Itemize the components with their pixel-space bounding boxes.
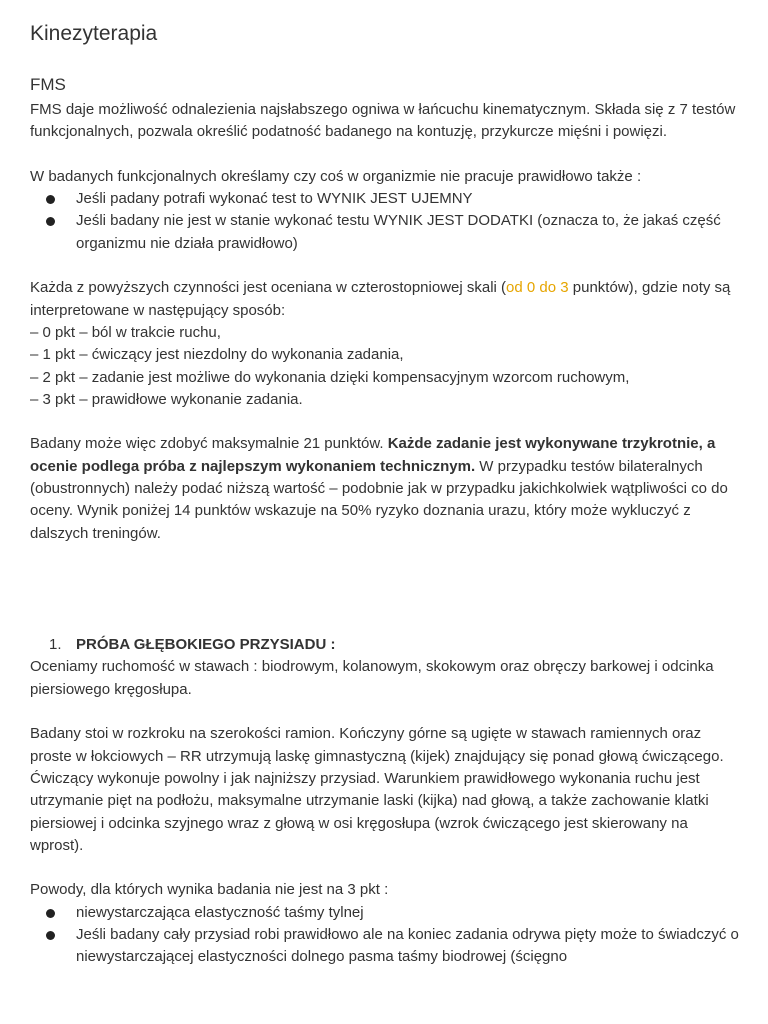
bullet-item: Jeśli badany cały przysiad robi prawidłowo ale na koniec zadania odrywa pięty może to świadczyć o niewystarczającej elastyczności dolnego pasma taśmy biodrowej (ścięgno xyxy=(30,924,742,969)
score-line: – 0 pkt – ból w trakcie ruchu, xyxy=(30,323,221,341)
paragraph-reasons: Powody, dla których wynika badania nie jest na 3 pkt : xyxy=(30,881,389,899)
document-body xyxy=(30,99,742,969)
section-heading-fms: FMS xyxy=(30,75,66,94)
scale-text-post: punktów), gdzie noty są interpretowane w następujący sposób: xyxy=(30,279,731,319)
document-title: Kinezyterapia xyxy=(30,22,158,45)
scale-range-highlight: od 0 do 3 xyxy=(506,279,569,297)
bullet-list-results xyxy=(30,188,742,255)
paragraph-squat-description: Badany stoi w rozkroku na szerokości ramion. Kończyny górne są ugięte w stawach ramiennych oraz proste w łokciowych – RR utrzymują laskę gimnastyczną (kijek) znajdujący się ponad głową ćwiczącego. Ćwiczący wykonuje powolny i jak najniższy przysiad. Warunkiem prawidłowego wykonania ruchu jest utrzymanie pięt na podłożu, maksymalne utrzymanie laski (kijka) nad głową, a także zachowanie klatki piersiowej i odcinka szyjnego wraz z głową w osi kręgosłupa (wzrok ćwiczącego jest skierowany na wprost). xyxy=(30,725,724,854)
paragraph-scale xyxy=(30,277,742,322)
score-line: – 2 pkt – zadanie jest możliwe do wykonania dzięki kompensacyjnym wzorcom ruchowym, xyxy=(30,368,630,386)
max-points-post: W przypadku testów bilateralnych (obustronnych) należy podać niższą wartość – podobnie jak w przypadku jakichkolwiek wątpliwości co do oceny. Wynik poniżej 14 punktów wskazuje na 50% ryzyko doznania urazu, który może wykluczyć z dalszych treningów. xyxy=(30,457,728,542)
bullet-list-reasons xyxy=(30,902,742,969)
score-line: – 3 pkt – prawidłowe wykonanie zadania. xyxy=(30,390,303,408)
max-points-pre: Badany może więc zdobyć maksymalnie 21 punktów. xyxy=(30,435,388,453)
paragraph-mobility: Oceniamy ruchomość w stawach : biodrowym, kolanowym, skokowym oraz obręczy barkowej i odcinka piersiowego kręgosłupa. xyxy=(30,658,714,698)
max-points-bold: Każde zadanie jest wykonywane trzykrotnie, a ocenie podlega próba z najlepszym wykonaniem technicznym. xyxy=(30,435,716,475)
scale-text-pre: Każda z powyższych czynności jest oceniana w czterostopniowej skali ( xyxy=(30,279,507,297)
bullet-item: Jeśli badany nie jest w stanie wykonać testu WYNIK JEST DODATKI (oznacza to, że jakaś część organizmu nie działa prawidłowo) xyxy=(30,210,742,255)
paragraph-fms-intro: FMS daje możliwość odnalezienia najsłabszego ogniwa w łańcuchu kinematycznym. Składa się z 7 testów funkcjonalnych, pozwala określić podatność badanego na kontuzję, przykurcze mięśni i powięzi. xyxy=(30,101,736,141)
list-number: 1. xyxy=(49,636,62,654)
paragraph-max-points xyxy=(30,433,742,544)
bullet-item: niewystarczająca elastyczność taśmy tylnej xyxy=(30,902,742,924)
bullet-item: Jeśli padany potrafi wykonać test to WYNIK JEST UJEMNY xyxy=(30,188,742,210)
numbered-heading-deep-squat xyxy=(30,634,742,656)
deep-squat-title: PRÓBA GŁĘBOKIEGO PRZYSIADU : xyxy=(76,636,336,654)
score-line: – 1 pkt – ćwiczący jest niezdolny do wykonania zadania, xyxy=(30,346,404,364)
paragraph-functional-tests: W badanych funkcjonalnych określamy czy coś w organizmie nie pracuje prawidłowo także : xyxy=(30,167,642,185)
